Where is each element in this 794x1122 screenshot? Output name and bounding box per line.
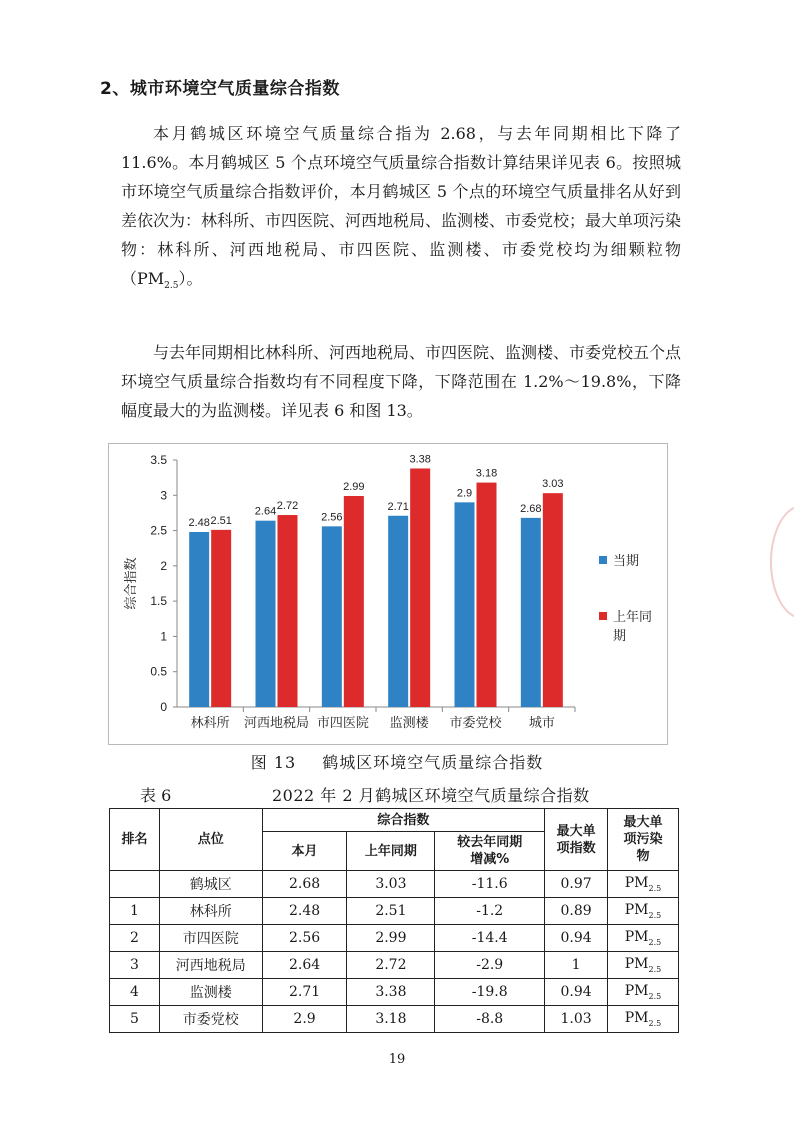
figure-title: 鹤城区环境空气质量综合指数 [322,753,544,772]
header-site: 点位 [159,809,262,871]
cell-max-index: 0.94 [545,979,608,1006]
legend-label-last-year-wrap: 期 [613,629,627,644]
header-max-pollutant-l1: 最大单 [623,815,663,830]
header-change [435,832,545,871]
cell-current: 2.68 [262,871,347,898]
bar-current [322,526,342,707]
bar-chart-frame [108,443,668,745]
cell-current: 2.9 [262,1006,347,1033]
y-tick-label: 2 [160,558,167,573]
legend-swatch-current [599,556,607,564]
paragraph-summary-tail: ）。 [178,269,203,288]
pm-subscript: 2.5 [648,991,662,1001]
pm-label: PM [624,956,649,973]
pm-subscript: 2.5 [648,964,662,974]
table-row [110,979,679,1006]
cell-last-year: 3.38 [347,979,435,1006]
bar-data-label: 2.9 [456,487,473,500]
bar-current [256,521,276,707]
cell-site: 河西地税局 [159,952,262,979]
header-change-l1: 较去年同期 [457,835,523,850]
bar-last-year [477,483,497,707]
bar-data-label: 2.64 [254,505,277,518]
legend-label-last-year: 上年同 [613,610,653,625]
bar-current [521,518,541,707]
x-category-label: 市四医院 [316,716,369,731]
table-row [110,871,679,898]
page-number: 19 [388,1052,406,1067]
bar-last-year [410,468,430,707]
bar-data-label: 3.38 [409,453,431,466]
cell-change: -2.9 [435,952,545,979]
paragraph-summary [121,119,681,301]
y-tick-label: 3 [160,488,167,503]
legend-swatch-last-year [599,612,607,620]
table-row [110,1006,679,1033]
cell-last-year: 2.51 [347,898,435,925]
cell-max-index: 1 [545,952,608,979]
pm-label: PM [624,983,649,1000]
cell-rank: 3 [110,952,160,979]
table-row [110,898,679,925]
y-tick-label: 0.5 [150,664,167,679]
bar-current [455,502,475,707]
cell-max-pollutant [608,925,679,952]
header-rank: 排名 [110,809,160,871]
bar-data-label: 3.03 [542,478,564,491]
section-heading: 2、城市环境空气质量综合指数 [100,79,340,99]
cell-change: -19.8 [435,979,545,1006]
paragraph-comparison: 与去年同期相比林科所、河西地税局、市四医院、监测楼、市委党校五个点环境空气质量综合指数均有不同程度下降，下降范围在 1.2%～19.8%，下降幅度最大的为监测楼。详见表 6 和图 13。 [121,343,682,420]
table-row [110,925,679,952]
paragraph-summary-text: 本月鹤城区环境空气质量综合指为 2.68，与去年同期相比下降了 11.6%。本月鹤城区 5 个点环境空气质量综合指数计算结果详见表 6。按照城市环境空气质量综合指数评价，本月鹤城区 5 个点的环境空气质量排名从好到差依次为：林科所、市四医院、河西地税局、监测楼、市委党校；最大单项污染物：林科所、河西地税局、市四医院、监测楼、市委党校均为细颗粒物（PM [121,124,682,288]
pm-subscript: 2.5 [164,281,179,292]
bar-data-label: 2.51 [210,514,232,527]
bar-data-label: 2.72 [276,500,299,513]
cell-max-pollutant [608,979,679,1006]
x-category-label: 林科所 [190,716,230,731]
bar-data-label: 3.18 [475,467,498,480]
y-tick-label: 1 [160,629,167,644]
bar-data-label: 2.48 [188,516,210,529]
cell-max-index: 0.89 [545,898,608,925]
cell-site: 林科所 [159,898,262,925]
cell-max-index: 1.03 [545,1006,608,1033]
header-composite-group: 综合指数 [262,809,544,832]
figure-number: 图 13 [250,753,297,772]
bar-last-year [211,530,231,707]
cell-site: 鹤城区 [159,871,262,898]
header-max-pollutant [608,809,679,871]
pm-label: PM [624,1010,649,1027]
y-axis-title: 综合指数 [124,557,139,610]
header-max-pollutant-l2: 项污染 [623,832,663,847]
cell-change: -1.2 [435,898,545,925]
cell-rank: 2 [110,925,160,952]
header-max-index [545,809,608,871]
header-max-pollutant-l3: 物 [636,849,650,864]
bar-data-label: 2.68 [520,502,542,515]
y-tick-label: 3.5 [150,453,167,467]
bar-data-label: 2.99 [343,480,365,493]
cell-last-year: 2.72 [347,952,435,979]
cell-max-pollutant [608,898,679,925]
bar-current [388,516,408,707]
header-change-l2: 增减% [470,852,510,867]
bar-last-year [278,515,298,707]
cell-last-year: 3.03 [347,871,435,898]
index-table [109,808,679,1033]
bar-last-year [344,496,364,707]
cell-current: 2.48 [262,898,347,925]
bar-data-label: 2.71 [387,500,409,513]
pm-label: PM [624,875,649,892]
cell-max-index: 0.97 [545,871,608,898]
table-body [110,871,679,1033]
pm-subscript: 2.5 [648,910,662,920]
cell-change: -14.4 [435,925,545,952]
cell-max-pollutant [608,1006,679,1033]
y-tick-label: 1.5 [150,594,167,609]
cell-last-year: 3.18 [347,1006,435,1033]
pm-subscript: 2.5 [648,937,662,947]
legend-label-current: 当期 [613,554,640,569]
pm-subscript: 2.5 [648,883,662,893]
header-max-index-l1: 最大单 [556,823,596,839]
x-category-label: 河西地税局 [243,716,310,731]
x-category-label: 城市 [528,716,555,731]
cell-current: 2.64 [262,952,347,979]
cell-site: 监测楼 [159,979,262,1006]
cell-site: 市委党校 [159,1006,262,1033]
bar-chart [109,444,667,744]
table-label: 表 6 [140,786,172,805]
table-title: 2022 年 2 月鹤城区环境空气质量综合指数 [272,786,590,805]
pm-label: PM [624,929,649,946]
header-current: 本月 [262,832,347,871]
bar-last-year [543,493,563,707]
figure-caption [0,750,794,773]
bar-data-label: 2.56 [321,511,343,524]
y-tick-label: 2.5 [150,523,167,538]
cell-max-pollutant [608,952,679,979]
cell-current: 2.56 [262,925,347,952]
cell-rank: 4 [110,979,160,1006]
cell-site: 市四医院 [159,925,262,952]
cell-max-index: 0.94 [545,925,608,952]
table-row [110,952,679,979]
cell-rank: 5 [110,1006,160,1033]
pm-subscript: 2.5 [648,1018,662,1028]
cell-last-year: 2.99 [347,925,435,952]
x-category-label: 监测楼 [389,716,429,731]
cell-current: 2.71 [262,979,347,1006]
x-category-label: 市委党校 [449,716,502,731]
header-last-year: 上年同期 [347,832,435,871]
cell-max-pollutant [608,871,679,898]
header-max-index-l2: 项指数 [556,840,596,856]
y-tick-label: 0 [160,700,167,714]
cell-change: -8.8 [435,1006,545,1033]
bar-current [189,532,209,707]
red-seal-stamp [770,505,794,619]
cell-rank [110,871,160,898]
pm-label: PM [624,902,649,919]
cell-change: -11.6 [435,871,545,898]
cell-rank: 1 [110,898,160,925]
